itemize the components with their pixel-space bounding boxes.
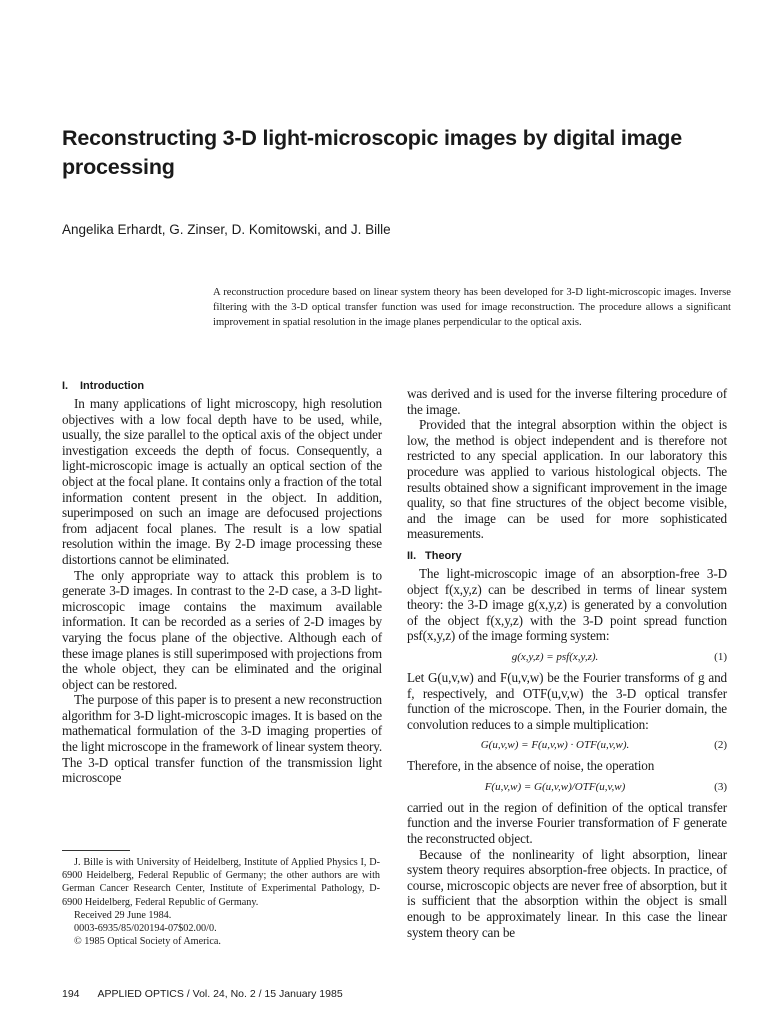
- equation-2: [407, 737, 727, 753]
- paper-title: Reconstructing 3-D light-microscopic images by digital image processing: [62, 126, 682, 179]
- footnote-copyright: © 1985 Optical Society of America.: [74, 936, 221, 948]
- section-number: I.: [62, 380, 69, 392]
- body-paragraph: carried out in the region of definition of the optical transfer function and the inverse Fourier transformation of F generate the reconstructed object.: [407, 799, 727, 847]
- page-footer: [62, 988, 343, 1000]
- section-heading-theory: [407, 548, 727, 564]
- section-title: Theory: [425, 549, 462, 562]
- body-paragraph: Because of the nonlinearity of light absorption, linear system theory requires absorption-free objects. In practice, of course, microscopic objects are never free of absorption, but it is sufficient that the absorption within the object is small enough to be approximately linear. In this case the linear system theory can be: [407, 846, 727, 940]
- equation-3: [407, 779, 727, 795]
- page-number: 194: [62, 988, 80, 1000]
- equation-expression: F(u,v,w) = G(u,v,w)/OTF(u,v,w): [484, 780, 626, 793]
- equation-expression: g(x,y,z) = psf(x,y,z).: [511, 650, 599, 663]
- abstract: A reconstruction procedure based on linear system theory has been developed for 3-D light-microscopic images. Inverse filtering with the 3-D optical transfer function was used for image reconstruction. The procedure allows a significant improvement in spatial resolution in the image planes perpendicular to the optical axis.: [213, 287, 731, 328]
- body-paragraph: The only appropriate way to attack this problem is to generate 3-D images. In contrast to the 2-D case, a 3-D light-microscopic image contains the maximum available information. It can be recorded as a series of 2-D images by varying the focus plane of the objective. Although each of these image planes is still superimposed with projections from the whole object, they can be eliminated and the original object can be restored.: [62, 567, 382, 692]
- body-paragraph: The purpose of this paper is to present a new reconstruction algorithm for 3-D light-microscopic images. It is based on the mathematical formulation of the 3-D imaging properties of the light microscope in the framework of linear system theory. The 3-D optical transfer function of the transmission light microscope: [62, 692, 382, 786]
- equation-number: (2): [714, 739, 727, 752]
- footnote-received: Received 29 June 1984.: [74, 909, 172, 921]
- body-paragraph: Therefore, in the absence of noise, the operation: [407, 758, 655, 774]
- body-paragraph: was derived and is used for the inverse filtering procedure of the image.: [407, 386, 727, 417]
- footnote: [62, 856, 380, 948]
- body-paragraph: Provided that the integral absorption within the object is low, the method is object independent and is therefore not restricted to any special application. In our laboratory this procedure was applied to various histological objects. The results obtained show a significant improvement in the image quality, so that fine structures of the object become visible, and the image can be used for more sophisticated measurements.: [407, 417, 727, 542]
- right-column: [407, 386, 727, 940]
- author-list: Angelika Erhardt, G. Zinser, D. Komitowski, and J. Bille: [62, 222, 391, 237]
- body-paragraph: The light-microscopic image of an absorption-free 3-D object f(x,y,z) can be described in terms of linear system theory: the 3-D image g(x,y,z) is generated by a convolution of the object f(x,y,z) with the 3-D point spread function psf(x,y,z) of the image forming system:: [407, 565, 727, 644]
- equation-number: (1): [714, 650, 727, 663]
- equation-number: (3): [714, 780, 727, 793]
- section-number: II.: [407, 549, 417, 562]
- body-paragraph: Let G(u,v,w) and F(u,v,w) be the Fourier transforms of g and f, respectively, and OTF(u,v,w) the 3-D optical transfer function of the microscope. Then, in the Fourier domain, the convolution reduces to a simple multiplication:: [407, 669, 727, 732]
- footnote-affiliation: J. Bille is with University of Heidelberg, Institute of Applied Physics I, D-6900 Heidelberg, Federal Republic of Germany; the other authors are with German Cancer Research Center, Institute of Experimental Pathology, D-6900 Heidelberg, Federal Republic of Germany.: [62, 857, 380, 908]
- footnote-code: 0003-6935/85/020194-07$02.00/0.: [74, 923, 217, 935]
- footnote-rule: [62, 850, 130, 851]
- body-paragraph: In many applications of light microscopy, high resolution objectives with a low focal depth have to be used, while, usually, the size parallel to the optical axis of the object under investigation exceeds the depth of focus. Consequently, a light-microscopic image is actually an optical section of the object at the focal plane. It contains only a fraction of the total information content present in the object. In addition, superimposed on such an image are defocused projections from adjacent focal planes. The result is a low spatial resolution within the image. By 2-D image processing these distortions cannot be eliminated.: [62, 396, 382, 567]
- equation-1: [407, 649, 727, 665]
- journal-citation: APPLIED OPTICS / Vol. 24, No. 2 / 15 January 1985: [97, 988, 343, 1000]
- equation-expression: G(u,v,w) = F(u,v,w) · OTF(u,v,w).: [480, 739, 630, 752]
- section-title: Introduction: [80, 380, 145, 392]
- left-column: [62, 378, 382, 786]
- section-heading-introduction: [62, 378, 382, 394]
